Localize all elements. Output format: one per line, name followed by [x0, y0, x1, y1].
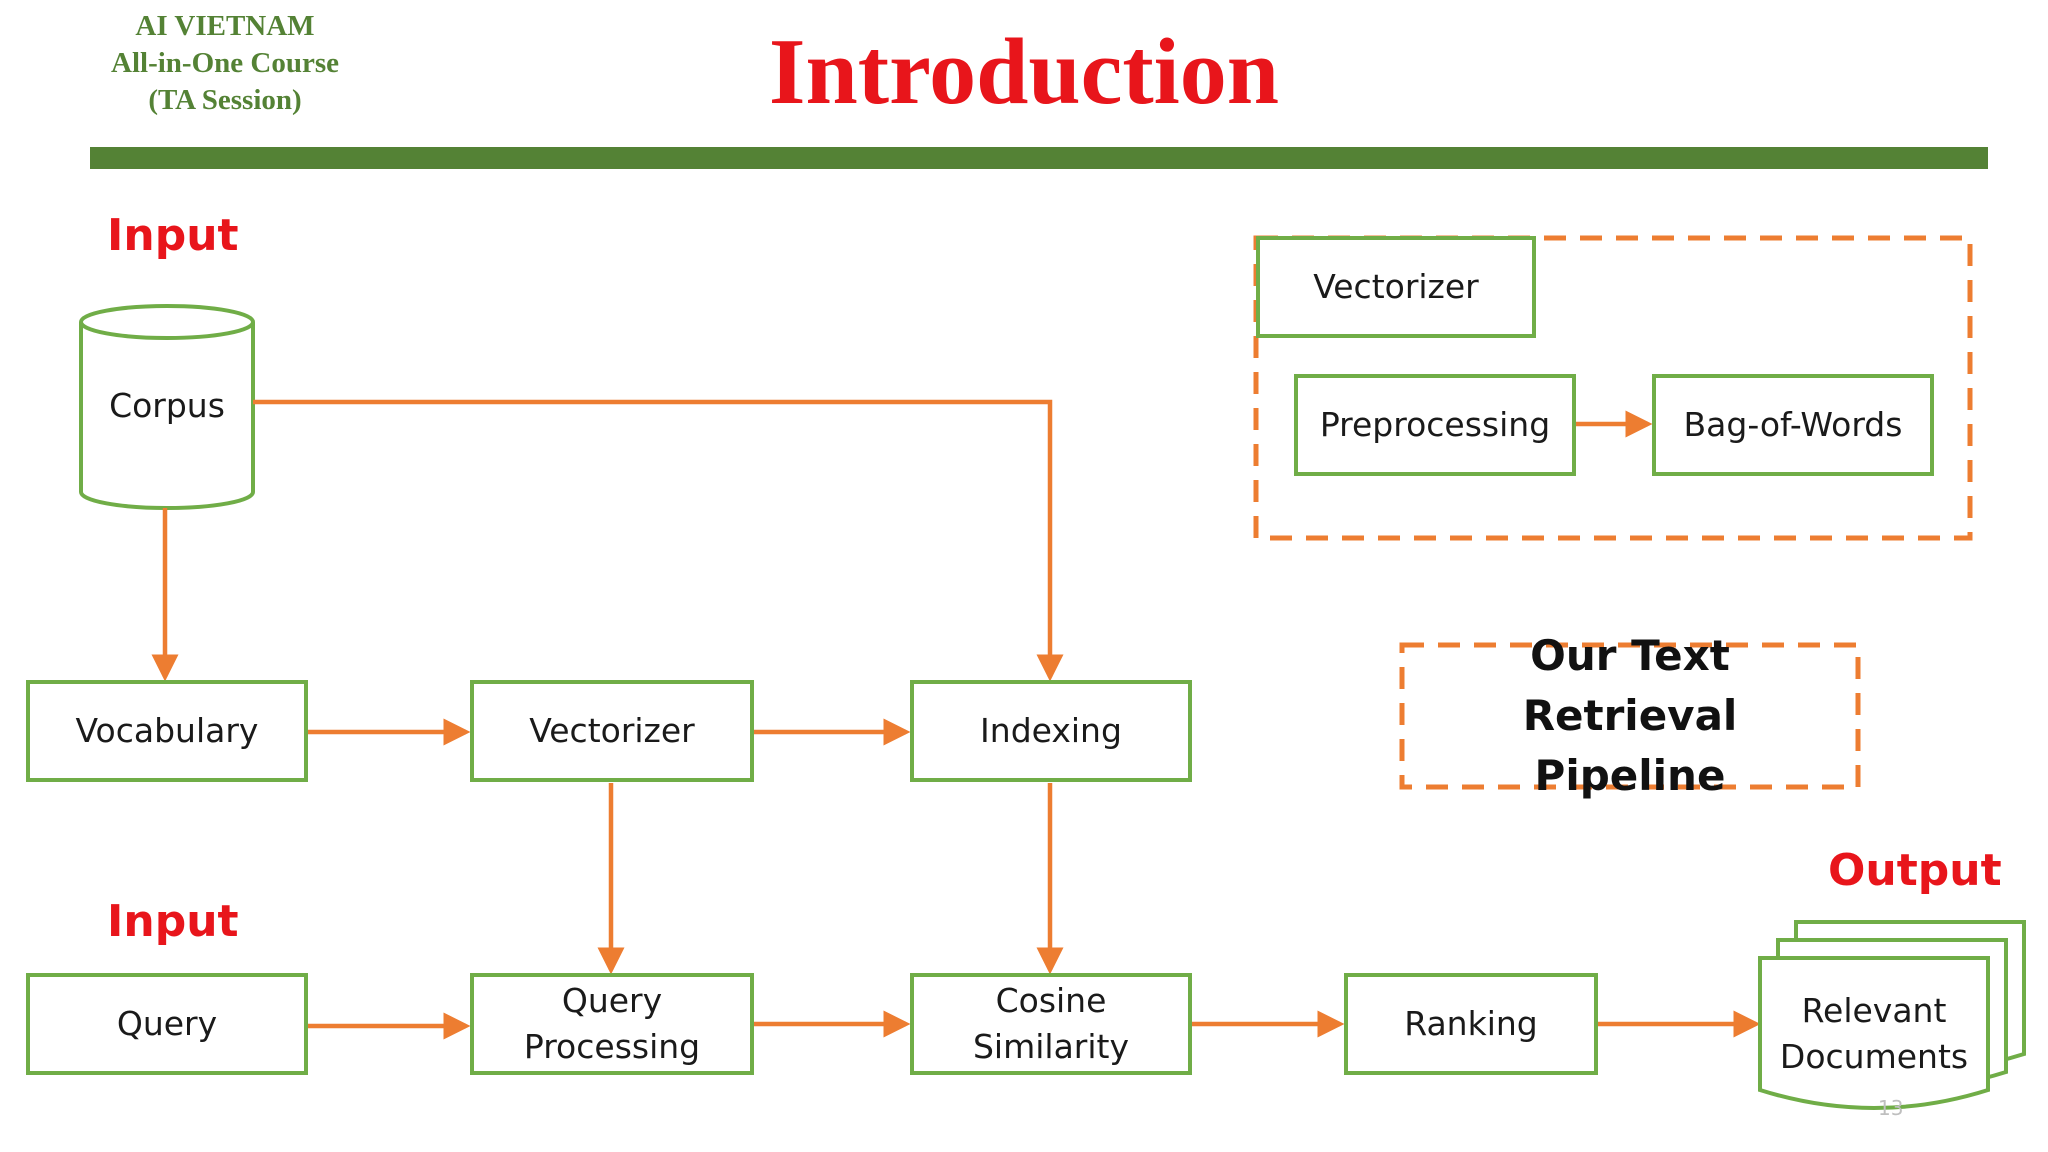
legend-vectorizer-label: Vectorizer [1313, 267, 1479, 306]
query-label: Query [116, 1004, 218, 1043]
legend-preprocessing-box [1294, 374, 1576, 476]
vocabulary-box [26, 680, 308, 782]
legend-preprocessing-label: Preprocessing [1319, 405, 1551, 444]
ranking-box [1344, 973, 1598, 1075]
query-box [26, 973, 308, 1075]
brand-line-1: AI VIETNAM [135, 10, 315, 42]
output-label: Output [1828, 845, 2002, 896]
brand-line-3: (TA Session) [148, 84, 302, 116]
legend-vectorizer-box [1256, 236, 1536, 338]
arrow-corpus-to-indexing [253, 402, 1050, 677]
ranking-label: Ranking [1404, 1004, 1538, 1043]
input-label-query: Input [107, 896, 239, 947]
slide-title: Introduction [768, 20, 1280, 124]
query-processing-label: Query Processing [523, 981, 701, 1066]
legend-bag-of-words-label: Bag-of-Words [1683, 405, 1903, 444]
indexing-box [910, 680, 1192, 782]
vectorizer-box [470, 680, 754, 782]
brand-line-2: All-in-One Course [111, 47, 339, 79]
legend-bag-of-words-box [1652, 374, 1934, 476]
input-label-corpus: Input [107, 210, 239, 261]
cosine-similarity-label: Cosine Similarity [972, 981, 1130, 1066]
pipeline-title: Our Text Retrieval Pipeline [1522, 631, 1738, 800]
cosine-similarity-box [910, 973, 1192, 1075]
query-processing-box [470, 973, 754, 1075]
vocabulary-label: Vocabulary [75, 711, 259, 750]
indexing-label: Indexing [980, 711, 1122, 750]
vectorizer-label: Vectorizer [529, 711, 695, 750]
relevant-documents-label: Relevant Documents [1779, 991, 1969, 1076]
page-number: 13 [1878, 1096, 1904, 1120]
corpus-label: Corpus [109, 386, 225, 425]
